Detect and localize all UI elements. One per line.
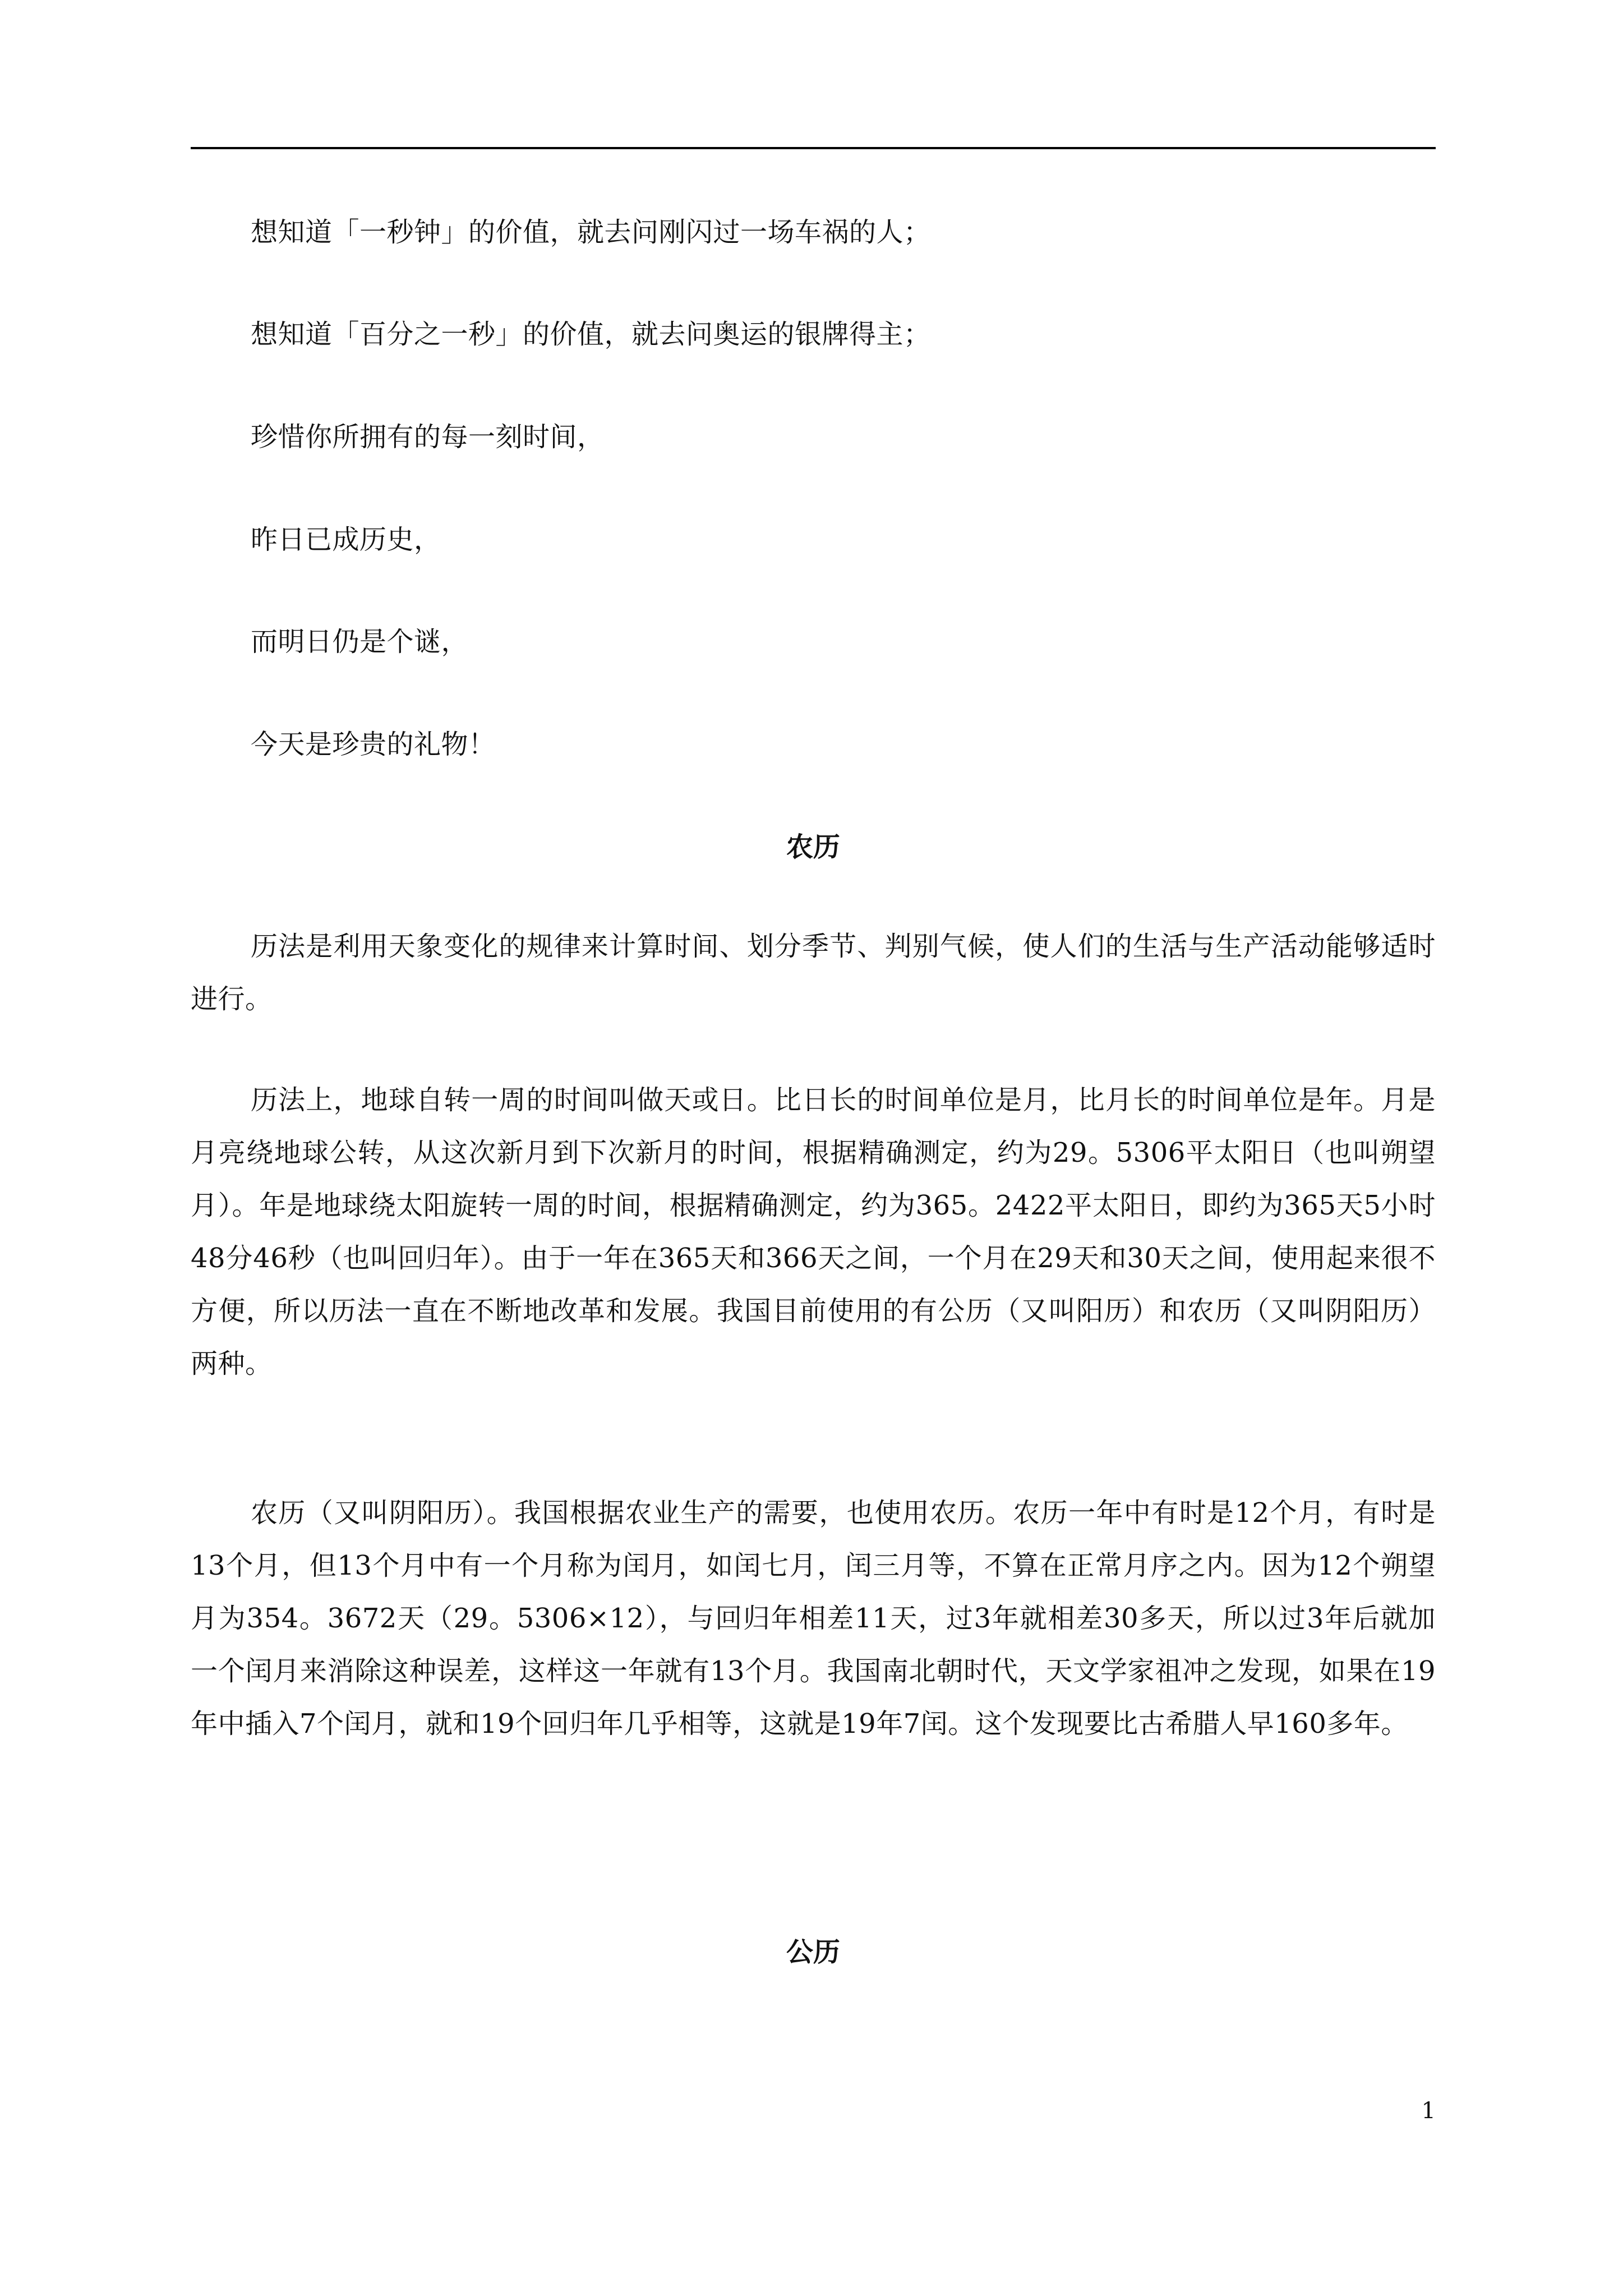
paragraph: 历法上，地球自转一周的时间叫做天或日。比日长的时间单位是月，比月长的时间单位是年。月是月亮绕地球公转，从这次新月到下次新月的时间，根据精确测定，约为29。5306平太阳日（也叫朔望月）。年是地球绕太阳旋转一周的时间，根据精确测定，约为365。2422平太阳日，即约为365天5小时48分46秒（也叫回归年）。由于一年在365天和366天之间，一个月在29天和30天之间，使用起来很不方便，所以历法一直在不断地改革和发展。我国目前使用的有公历（又叫阳历）和农历（又叫阴阳历）两种。 [191,1084,1436,1379]
poem-line: 想知道「百分之一秒」的价值，就去问奥运的银牌得主； [251,319,931,350]
poem-line: 珍惜你所拥有的每一刻时间， [251,421,605,453]
poem-line: 昨日已成历史， [251,524,441,555]
section-title-lunar: 农历 [786,831,840,863]
section-title-solar: 公历 [786,1936,840,1968]
paragraph: 历法是利用天象变化的规律来计算时间、划分季节、判别气候，使人们的生活与生产活动能够适时进行。 [191,931,1436,1015]
page-number: 1 [1421,2098,1436,2124]
poem-line: 想知道「一秒钟」的价值，就去问刚闪过一场车祸的人； [251,217,931,248]
poem-line: 今天是珍贵的礼物！ [251,729,496,760]
header-rule [191,147,1436,149]
paragraph: 农历（又叫阴阳历）。我国根据农业生产的需要，也使用农历。农历一年中有时是12个月，有时是13个月，但13个月中有一个月称为闰月，如闰七月，闰三月等，不算在正常月序之内。因为12个朔望月为354。3672天（29。5306×12），与回归年相差11天，过3年就相差30多天，所以过3年后就加一个闰月来消除这种误差，这样这一年就有13个月。我国南北朝时代，天文学家祖冲之发现，如果在19年中插入7个闰月，就和19个回归年几乎相等，这就是19年7闰。这个发现要比古希腊人早160多年。 [191,1497,1436,1740]
poem-line: 而明日仍是个谜， [251,626,469,657]
